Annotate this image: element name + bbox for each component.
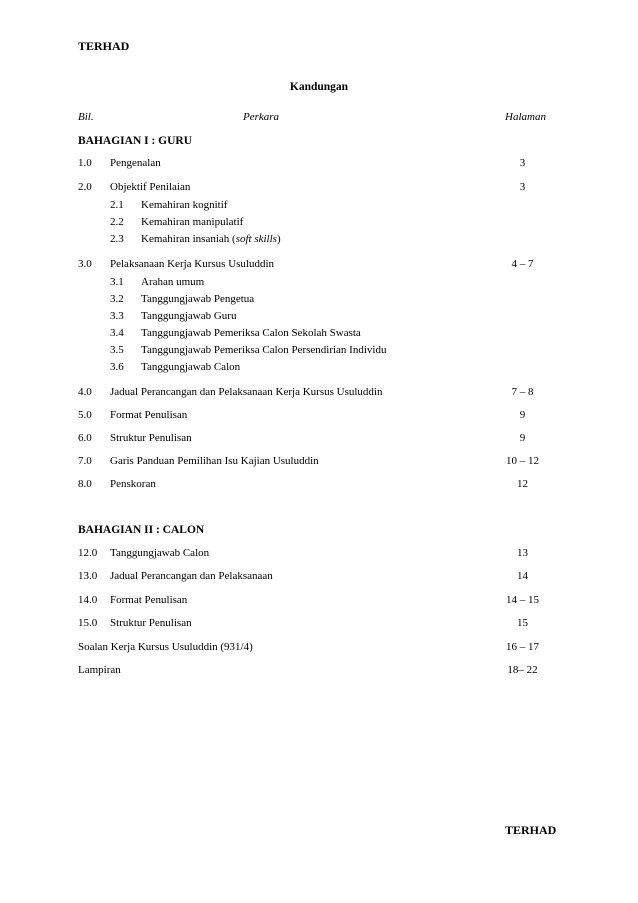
entry-page: 14: [517, 570, 528, 582]
entry-page: 7 – 8: [511, 386, 534, 398]
entry-title: Garis Panduan Pemilihan Isu Kajian Usuluddin: [110, 455, 319, 467]
subentry-number: 3.4: [110, 327, 124, 339]
restricted-label-bottom: TERHAD: [505, 823, 557, 837]
subentry-number: 3.3: [110, 310, 124, 322]
restricted-label-top: TERHAD: [78, 39, 130, 53]
subentry-title: Kemahiran kognitif: [141, 199, 228, 211]
subentry-title: Kemahiran insaniah (soft skills): [141, 233, 281, 245]
extra-page: 18– 22: [507, 664, 538, 676]
part1-heading: BAHAGIAN I : GURU: [78, 135, 193, 147]
entry-number: 15.0: [78, 617, 98, 629]
entry-page: 3: [519, 181, 526, 193]
entry-title: Tanggungjawab Calon: [110, 547, 210, 559]
toc-subentry: [0, 327, 638, 343]
toc-entry: [0, 547, 638, 563]
entry-page: 9: [519, 409, 526, 421]
toc-subentry: [0, 276, 638, 292]
entry-page: 15: [517, 617, 528, 629]
toc-subentry: [0, 199, 638, 215]
page-title-text: Kandungan: [289, 81, 349, 93]
entry-number: 3.0: [78, 258, 92, 270]
subentry-number: 2.1: [110, 199, 124, 211]
toc-entry: [0, 409, 638, 425]
toc-subentry: [0, 344, 638, 360]
entry-title: Jadual Perancangan dan Pelaksanaan: [110, 570, 273, 582]
subentry-title: Tanggungjawab Calon: [141, 361, 241, 373]
extra-title: Soalan Kerja Kursus Usuluddin (931/4): [78, 641, 253, 653]
entry-page: 14 – 15: [506, 594, 539, 606]
entry-title: Struktur Penulisan: [110, 617, 192, 629]
toc-entry: [0, 181, 638, 197]
entry-page: 9: [519, 432, 526, 444]
entry-number: 13.0: [78, 570, 98, 582]
entry-number: 2.0: [78, 181, 92, 193]
subentry-title: Tanggungjawab Pemeriksa Calon Persendirian Individu: [141, 344, 387, 356]
column-header-page: Halaman: [505, 111, 546, 123]
toc-subentry: [0, 293, 638, 309]
entry-number: 4.0: [78, 386, 92, 398]
subentry-number: 3.2: [110, 293, 124, 305]
toc-subentry: [0, 361, 638, 377]
subentry-title: Tanggungjawab Pengetua: [141, 293, 255, 305]
subentry-title: Tanggungjawab Pemeriksa Calon Sekolah Swasta: [141, 327, 361, 339]
entry-number: 12.0: [78, 547, 98, 559]
entry-page: 10 – 12: [506, 455, 539, 467]
toc-entry: [0, 594, 638, 610]
entry-page: 12: [517, 478, 528, 490]
subentry-title: Kemahiran manipulatif: [141, 216, 244, 228]
entry-title: Jadual Perancangan dan Pelaksanaan Kerja Kursus Usuluddin: [110, 386, 383, 398]
toc-entry: [0, 455, 638, 471]
entry-number: 7.0: [78, 455, 92, 467]
extra-title: Lampiran: [78, 664, 121, 676]
part2-heading: BAHAGIAN II : CALON: [78, 524, 205, 536]
subentry-number: 2.3: [110, 233, 124, 245]
toc-subentry: [0, 233, 638, 249]
entry-page: 13: [517, 547, 528, 559]
subentry-number: 3.1: [110, 276, 124, 288]
entry-title: Penskoran: [110, 478, 156, 490]
toc-entry: [0, 258, 638, 274]
page-title: [0, 81, 638, 93]
toc-extra: [0, 664, 638, 680]
toc-entry: [0, 157, 638, 173]
toc-subentry: [0, 310, 638, 326]
entry-page: 4 – 7: [511, 258, 534, 270]
entry-title: Pelaksanaan Kerja Kursus Usuluddin: [110, 258, 275, 270]
toc-entry: [0, 386, 638, 402]
entry-page: 3: [519, 157, 526, 169]
entry-title: Pengenalan: [110, 157, 161, 169]
toc-entry: [0, 432, 638, 448]
subentry-number: 2.2: [110, 216, 124, 228]
entry-number: 1.0: [78, 157, 92, 169]
column-header-item: Perkara: [243, 111, 280, 123]
entry-number: 14.0: [78, 594, 98, 606]
toc-subentry: [0, 216, 638, 232]
entry-title: Struktur Penulisan: [110, 432, 192, 444]
toc-entry: [0, 617, 638, 633]
subentry-number: 3.5: [110, 344, 124, 356]
subentry-title-italic: soft skills: [235, 233, 277, 245]
entry-number: 8.0: [78, 478, 92, 490]
entry-number: 6.0: [78, 432, 92, 444]
column-header-no: Bil.: [78, 111, 94, 123]
toc-entry: [0, 570, 638, 586]
subentry-title: Arahan umum: [141, 276, 205, 288]
entry-title: Format Penulisan: [110, 594, 188, 606]
toc-extra: [0, 641, 638, 657]
extra-page: 16 – 17: [506, 641, 539, 653]
entry-title: Objektif Penilaian: [110, 181, 191, 193]
subentry-title: Tanggungjawab Guru: [141, 310, 237, 322]
entry-title: Format Penulisan: [110, 409, 188, 421]
subentry-number: 3.6: [110, 361, 124, 373]
toc-entry: [0, 478, 638, 494]
entry-number: 5.0: [78, 409, 92, 421]
